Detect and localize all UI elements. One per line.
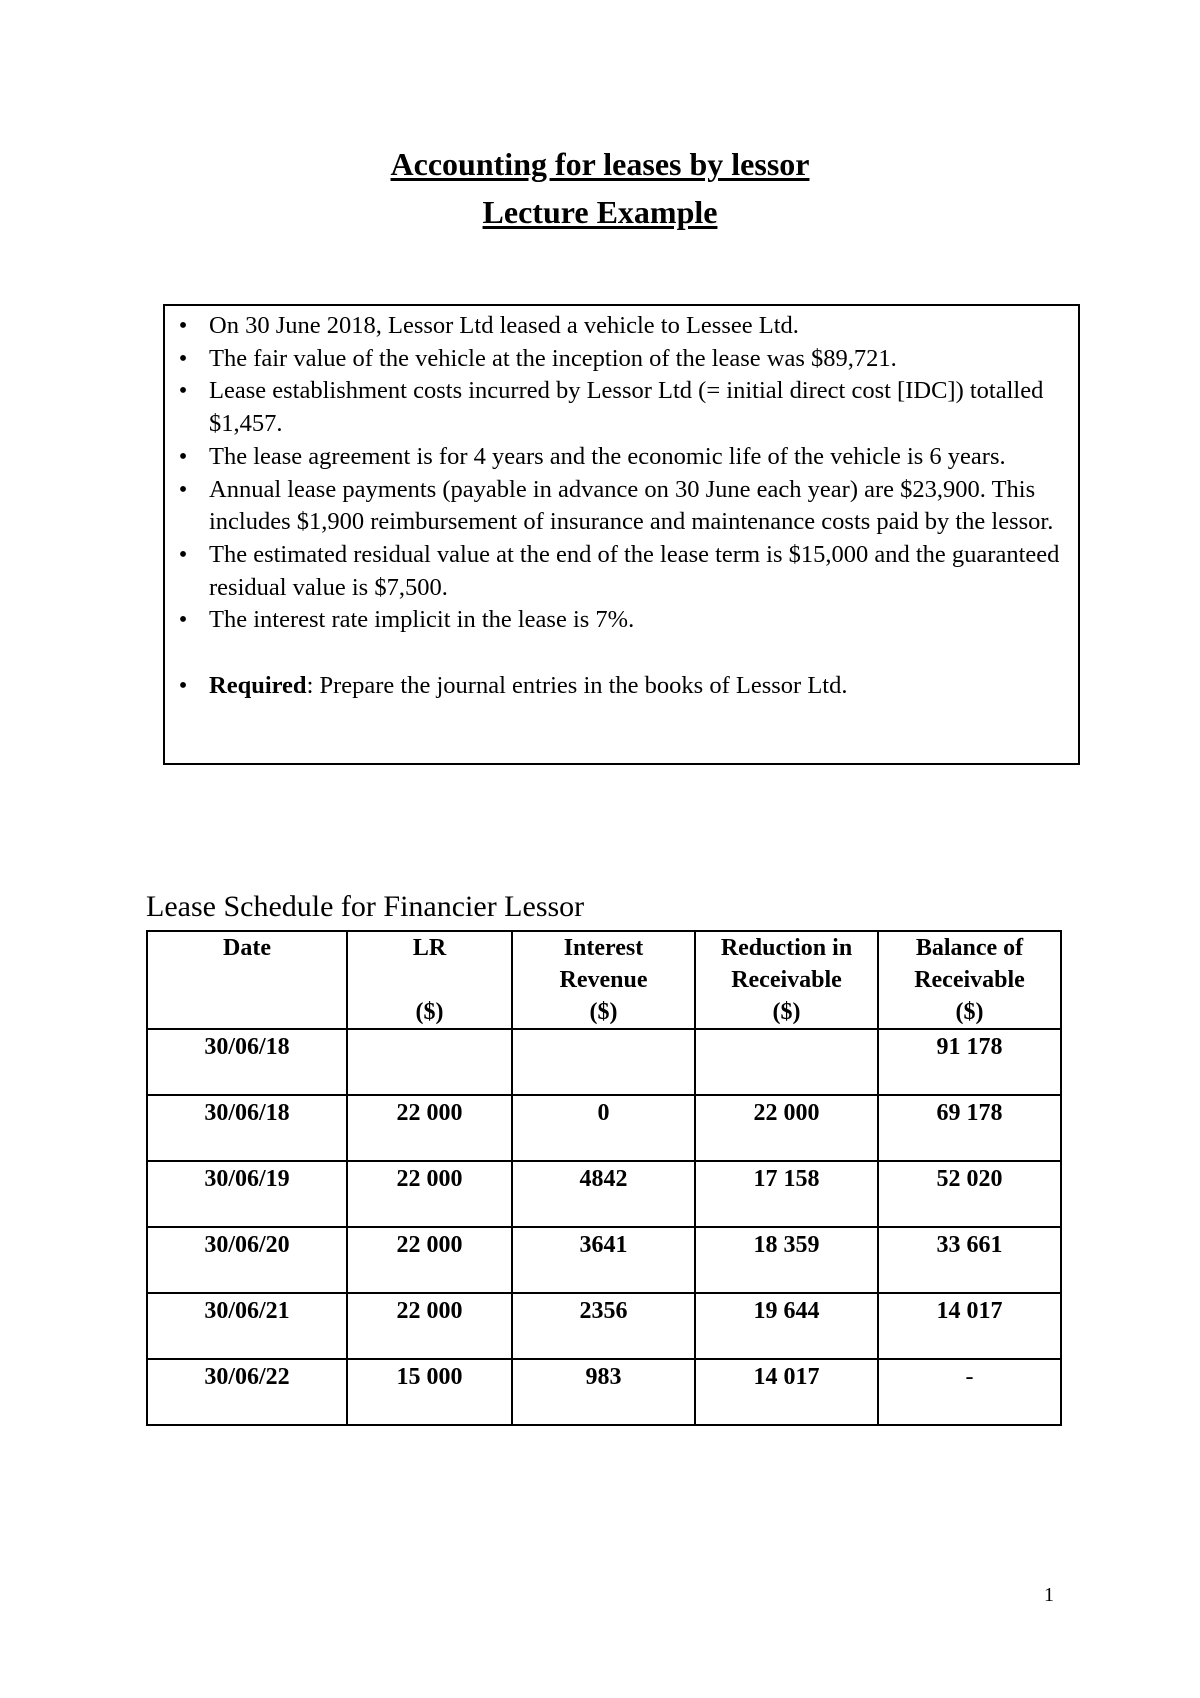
table-cell <box>695 1029 878 1095</box>
column-header <box>147 931 347 1029</box>
table-cell: 52 020 <box>878 1161 1061 1227</box>
column-header-line <box>348 964 511 996</box>
fact-text: Lease establishment costs incurred by Lessor Ltd (= initial direct cost [IDC]) totalled $1,457. <box>209 377 1044 438</box>
bullet-icon: • <box>178 671 188 699</box>
column-header-line: Receivable <box>731 967 842 993</box>
lease-schedule-table <box>146 930 1062 1426</box>
table-cell: 3641 <box>512 1227 695 1293</box>
table-cell: 22 000 <box>695 1095 878 1161</box>
fact-text: The estimated residual value at the end of the lease term is $15,000 and the guaranteed residual value is $7,500. <box>209 540 1060 601</box>
table-cell: 19 644 <box>695 1293 878 1359</box>
table-cell: 17 158 <box>695 1161 878 1227</box>
fact-item <box>165 604 1078 637</box>
required-text: : Prepare the journal entries in the books of Lessor Ltd. <box>306 671 848 699</box>
table-cell: 30/06/19 <box>147 1161 347 1227</box>
table-cell: 22 000 <box>347 1293 512 1359</box>
table-cell: 33 661 <box>878 1227 1061 1293</box>
table-cell: 0 <box>512 1095 695 1161</box>
schedule-heading: Lease Schedule for Financier Lessor <box>146 890 585 923</box>
table-header <box>147 931 1061 1029</box>
fact-item <box>165 441 1078 474</box>
column-header <box>512 931 695 1029</box>
bullet-icon: • <box>178 540 188 568</box>
column-header-line: Revenue <box>559 967 648 993</box>
table-row <box>147 1029 1061 1095</box>
fact-item <box>165 474 1078 539</box>
column-header <box>347 931 512 1029</box>
table-cell: - <box>878 1359 1061 1425</box>
fact-text: The fair value of the vehicle at the inception of the lease was $89,721. <box>209 344 897 372</box>
table-cell: 30/06/21 <box>147 1293 347 1359</box>
page-number: 1 <box>1044 1584 1054 1606</box>
table-row <box>147 1293 1061 1359</box>
table-cell: 983 <box>512 1359 695 1425</box>
fact-text: On 30 June 2018, Lessor Ltd leased a vehicle to Lessee Ltd. <box>209 312 799 339</box>
table-cell: 22 000 <box>347 1227 512 1293</box>
table-cell: 30/06/18 <box>147 1095 347 1161</box>
document-subtitle: Lecture Example <box>482 194 718 230</box>
table-row <box>147 1227 1061 1293</box>
bullet-icon: • <box>178 475 188 503</box>
document-title: Accounting for leases by lessor <box>390 146 810 182</box>
table-cell: 30/06/18 <box>147 1029 347 1095</box>
column-header <box>878 931 1061 1029</box>
bullet-icon: • <box>178 606 188 634</box>
fact-item <box>165 310 1078 343</box>
column-header-line: ($) <box>415 999 444 1025</box>
column-header-line: Date <box>223 935 271 961</box>
table-cell: 91 178 <box>878 1029 1061 1095</box>
column-header-line: ($) <box>772 999 801 1025</box>
bullet-icon: • <box>178 377 188 405</box>
fact-item <box>165 539 1078 604</box>
table-body <box>147 1029 1061 1425</box>
column-header-line: Receivable <box>914 967 1025 993</box>
bullet-icon: • <box>178 442 188 470</box>
column-header-line: Interest <box>563 935 644 961</box>
table-cell: 14 017 <box>695 1359 878 1425</box>
table-cell: 14 017 <box>878 1293 1061 1359</box>
column-header <box>695 931 878 1029</box>
table-cell: 22 000 <box>347 1161 512 1227</box>
bullet-icon: • <box>178 344 188 372</box>
header-row <box>147 931 1061 1029</box>
table-cell: 18 359 <box>695 1227 878 1293</box>
lease-facts-box <box>163 304 1080 765</box>
table-cell: 30/06/22 <box>147 1359 347 1425</box>
column-header-line: Balance of <box>915 935 1024 961</box>
column-header-line: LR <box>412 935 447 961</box>
table-cell: 4842 <box>512 1161 695 1227</box>
bullet-icon: • <box>178 312 188 339</box>
fact-item <box>165 375 1078 440</box>
fact-text: The lease agreement is for 4 years and the economic life of the vehicle is 6 years. <box>209 442 1006 470</box>
column-header-line: Reduction in <box>720 935 853 961</box>
fact-text: The interest rate implicit in the lease is 7%. <box>209 606 635 634</box>
column-header-line: ($) <box>955 999 984 1025</box>
column-header-line: ($) <box>589 999 618 1025</box>
fact-text: Annual lease payments (payable in advance on 30 June each year) are $23,900. This includes $1,900 reimbursement of insurance and maintenance costs paid by the lessor. <box>209 475 1054 536</box>
table-cell: 30/06/20 <box>147 1227 347 1293</box>
table-cell: 69 178 <box>878 1095 1061 1161</box>
table-cell: 22 000 <box>347 1095 512 1161</box>
required-item <box>165 670 1078 703</box>
fact-item <box>165 343 1078 376</box>
table-row <box>147 1095 1061 1161</box>
table-cell: 15 000 <box>347 1359 512 1425</box>
table-cell <box>347 1029 512 1095</box>
required-label: Required <box>209 671 307 699</box>
table-row <box>147 1161 1061 1227</box>
table-cell <box>512 1029 695 1095</box>
lease-facts-list <box>165 310 1078 702</box>
table-row <box>147 1359 1061 1425</box>
table-cell: 2356 <box>512 1293 695 1359</box>
